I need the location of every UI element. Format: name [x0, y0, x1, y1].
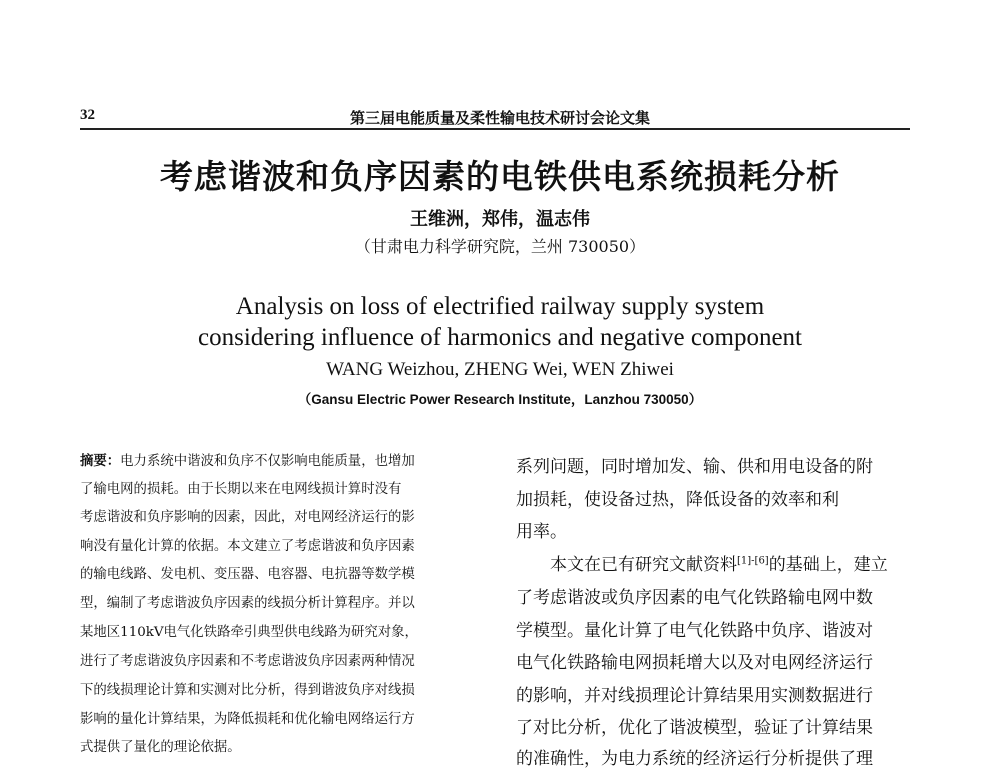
- body-line: 本文在已有研究文献资料[1]-[6]的基础上，建立: [550, 555, 888, 575]
- abstract-line: 进行了考虑谐波负序因素和不考虑谐波负序因素两种情况: [80, 654, 415, 669]
- authors-cn: 王维洲，郑伟，温志伟: [410, 209, 590, 230]
- paper-title-cn: 考虑谐波和负序因素的电铁供电系统损耗分析: [160, 157, 840, 196]
- abstract-line: 考虑谐波和负序影响的因素，因此，对电网经济运行的影: [80, 510, 415, 525]
- abstract-label: 摘要：: [80, 454, 121, 469]
- abstract-line: 了输电网的损耗。由于长期以来在电网线损计算时没有: [80, 482, 402, 497]
- abstract-line: 型，编制了考虑谐波负序因素的线损分析计算程序。并以: [80, 596, 415, 611]
- body-line: 用率。: [516, 522, 567, 542]
- affiliation-cn: （甘肃电力科学研究院，兰州 730050）: [354, 237, 646, 256]
- abstract-line: 的输电线路、发电机、变压器、电容器、电抗器等数学模: [80, 567, 415, 582]
- page-number: 32: [80, 107, 95, 123]
- body-line: 学模型。量化计算了电气化铁路中负序、谐波对: [516, 621, 873, 641]
- paper-title-en-line-1: Analysis on loss of electrified railway supply system: [235, 293, 765, 320]
- header-rule: [80, 128, 910, 130]
- body-line: 了考虑谐波或负序因素的电气化铁路输电网中数: [516, 588, 873, 608]
- abstract-line: 影响的量化计算结果，为降低损耗和优化输电网络运行方: [80, 712, 415, 727]
- body-line: 的准确性，为电力系统的经济运行分析提供了理: [516, 749, 873, 769]
- body-line: 的影响，并对线损理论计算结果用实测数据进行: [516, 686, 873, 706]
- affiliation-en: （Gansu Electric Power Research Institute，Lanzhou 730050）: [297, 392, 703, 407]
- citation-ref: [1]-[6]: [737, 555, 769, 567]
- abstract-line: 下的线损理论计算和实测对比分析，得到谐波负序对线损: [80, 683, 415, 698]
- abstract-line: 式提供了量化的理论依据。: [80, 740, 241, 755]
- paper-title-en-line-2: considering influence of harmonics and negative component: [198, 324, 802, 351]
- abstract-line: 某地区110kV电气化铁路牵引典型供电线路为研究对象，: [80, 625, 418, 640]
- authors-en: WANG Weizhou, ZHENG Wei, WEN Zhiwei: [326, 359, 674, 380]
- body-line: 电气化铁路输电网损耗增大以及对电网经济运行: [516, 653, 873, 673]
- body-line: 了对比分析，优化了谐波模型，验证了计算结果: [516, 718, 873, 738]
- running-head: 第三届电能质量及柔性输电技术研讨会论文集: [349, 109, 650, 127]
- body-line: 加损耗，使设备过热，降低设备的效率和利: [516, 490, 839, 510]
- body-line: 系列问题，同时增加发、输、供和用电设备的附: [516, 457, 873, 477]
- abstract-line: 响没有量化计算的依据。本文建立了考虑谐波和负序因素: [80, 539, 415, 554]
- abstract-line: 摘要：电力系统中谐波和负序不仅影响电能质量，也增加: [80, 454, 415, 469]
